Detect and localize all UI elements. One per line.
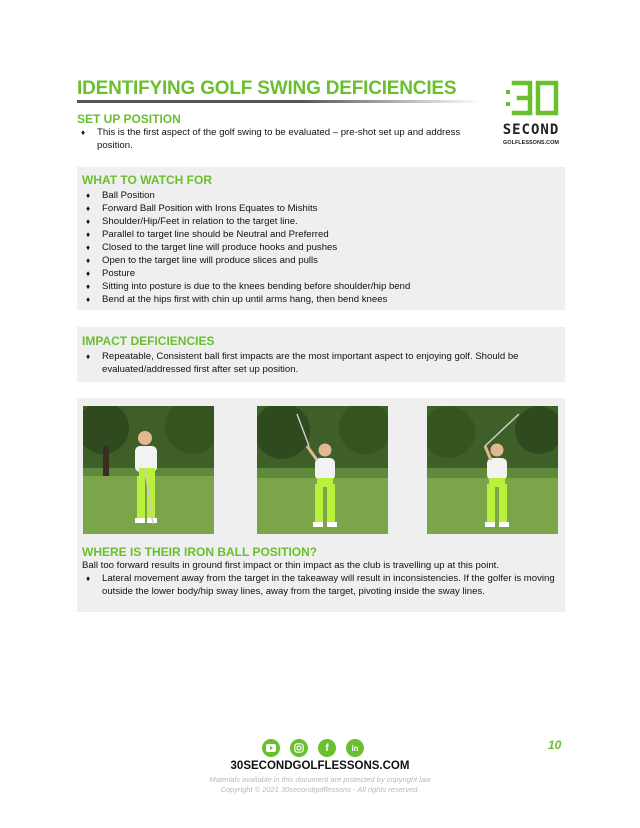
iron-list [82,572,562,598]
setup-list [77,126,487,152]
page-title: IDENTIFYING GOLF SWING DEFICIENCIES [77,78,457,99]
impact-list [82,350,560,376]
bullet-icon: ♦ [86,191,91,200]
list-item: ♦ Lateral movement away from the target in the takeaway will result in inconsistencies. If the golfer is moving outside the lower body/hip sway lines, away from the target, pivoting inside the sway lines. [86,573,555,597]
setup-heading: SET UP POSITION [77,112,181,126]
list-item: ♦ Shoulder/Hip/Feet in relation to the target line. [86,216,298,227]
facebook-label: f [325,742,329,754]
bullet-icon: ♦ [86,256,91,265]
bullet-icon: ♦ [86,295,91,304]
iron-section [77,398,565,612]
watch-heading: WHAT TO WATCH FOR [82,173,212,187]
impact-heading: IMPACT DEFICIENCIES [82,334,215,348]
logo-30-graphic [506,80,562,116]
list-item: ♦ Closed to the target line will produce hooks and pushes [86,242,338,253]
instagram-icon[interactable] [290,739,308,757]
watch-section [77,167,565,310]
watch-list [82,189,560,306]
list-item: ♦ Parallel to target line should be Neutral and Preferred [86,229,329,240]
linkedin-icon[interactable] [346,739,364,757]
bullet-icon: ♦ [86,243,91,252]
linkedin-label: in [351,743,359,753]
bullet-icon: ♦ [86,574,91,583]
brand-logo [496,80,566,150]
copyright-line: Copyright © 2021 30secondgolflessons - All rights reserved. [220,785,420,794]
list-item: ♦ Posture [86,268,136,279]
copyright-note: Materials available in this document are protected by copyright law [209,775,431,784]
logo-site: GOLFLESSONS.COM [503,140,559,146]
youtube-icon[interactable] [262,739,280,757]
list-item: ♦ Open to the target line will produce slices and pulls [86,255,318,266]
golfer-sway-photo [427,406,558,534]
title-divider [77,100,482,103]
bullet-icon: ♦ [86,282,91,291]
bullet-icon: ♦ [86,352,91,361]
logo-word: SECOND [502,122,560,138]
bullet-icon: ♦ [86,217,91,226]
list-item: ♦ Ball Position [86,190,155,201]
bullet-icon: ♦ [86,269,91,278]
iron-heading: WHERE IS THEIR IRON BALL POSITION? [82,545,318,559]
bullet-icon: ♦ [81,128,86,137]
bullet-icon: ♦ [86,204,91,213]
facebook-icon[interactable] [318,739,336,757]
list-item: ♦ Sitting into posture is due to the knees bending before shoulder/hip bend [86,281,411,292]
golfer-address-photo [83,406,214,534]
iron-text: Ball too forward results in ground first impact or thin impact as the club is travelling up at this point. [82,560,499,571]
bullet-icon: ♦ [86,230,91,239]
page-number: 10 [548,738,562,752]
footer-site[interactable]: 30SECONDGOLFLESSONS.COM [230,760,410,772]
list-item: ♦ This is the first aspect of the golf swing to be evaluated – pre-shot set up and address position. [81,127,461,151]
list-item: ♦ Forward Ball Position with Irons Equates to Mishits [86,203,318,214]
list-item: ♦ Bend at the hips first with chin up until arms hang, then bend knees [86,294,388,305]
golfer-backswing-photo [257,406,388,534]
list-item: ♦ Repeatable, Consistent ball first impacts are the most important aspect to enjoying golf. Should be evaluated/addressed first after set up position. [86,351,519,375]
setup-section [77,112,487,152]
impact-section [77,327,565,382]
